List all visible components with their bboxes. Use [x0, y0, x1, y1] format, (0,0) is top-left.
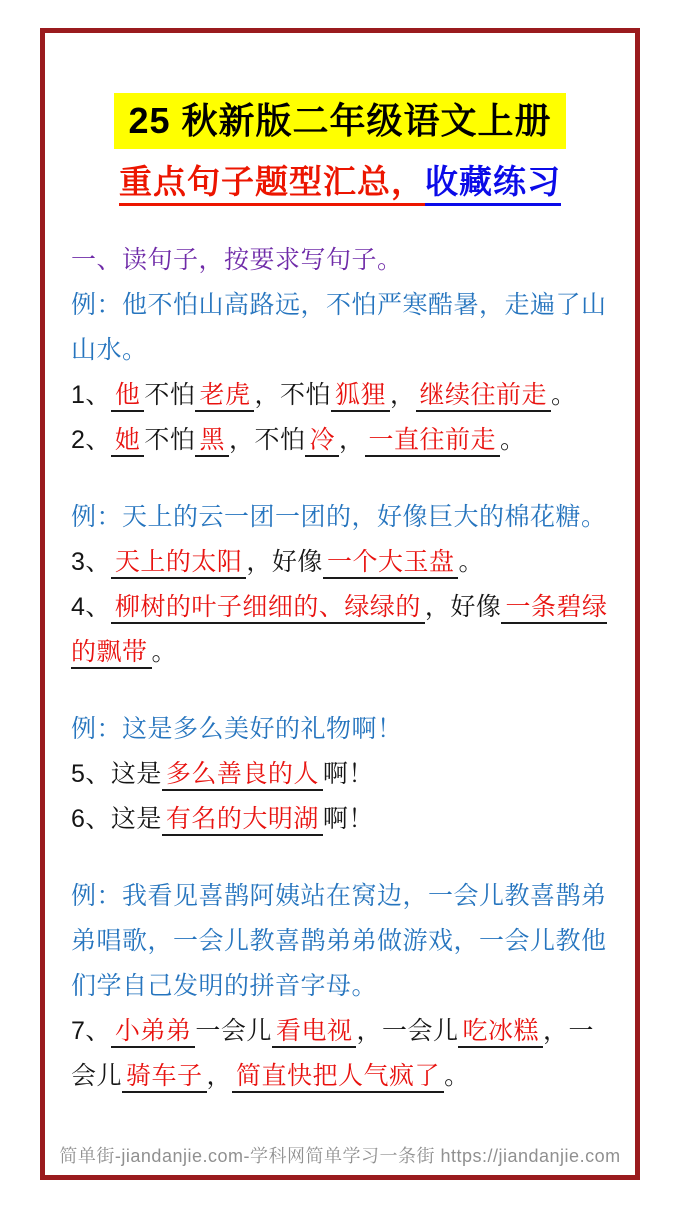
answer-blank: 柳树的叶子细细的、绿绿的 — [111, 593, 425, 624]
text-segment: ，不怕 — [228, 425, 306, 454]
text-segment: 。 — [458, 547, 484, 576]
text-segment: 1、 — [71, 380, 111, 409]
text-segment: 7、 — [71, 1016, 111, 1045]
answer-blank: 一直往前走 — [365, 426, 501, 457]
exercise-item — [71, 585, 609, 675]
answer-blank: 吃冰糕 — [458, 1017, 543, 1048]
exercise-item — [71, 418, 609, 463]
title-area — [71, 33, 609, 149]
text-segment: 5、这是 — [71, 759, 162, 788]
text-segment: 啊！ — [322, 804, 374, 833]
text-segment: 2、 — [71, 425, 111, 454]
answer-blank: 小弟弟 — [111, 1017, 196, 1048]
text-segment: ， — [338, 425, 365, 454]
section-heading — [71, 238, 609, 283]
exercise-item — [71, 1009, 609, 1099]
text-segment: ，一会儿 — [71, 1016, 594, 1090]
exercise-item — [71, 373, 609, 418]
text-segment: 不怕 — [144, 425, 196, 454]
example-line — [71, 283, 609, 373]
exercise-item — [71, 752, 609, 797]
answer-blank: 一个大玉盘 — [323, 548, 459, 579]
text-segment: 。 — [551, 380, 577, 409]
red-border-frame — [40, 28, 640, 1180]
answer-blank: 她 — [111, 426, 145, 457]
subtitle-red-text: 重点句子题型汇总， — [119, 163, 425, 206]
frame-inner — [45, 33, 635, 1175]
text-segment: 。 — [151, 637, 178, 666]
example-line — [71, 874, 609, 1009]
answer-blank: 多么善良的人 — [162, 760, 323, 791]
answer-blank: 继续往前走 — [416, 381, 552, 412]
exercise-item — [71, 797, 609, 842]
spacer — [71, 675, 609, 707]
text-segment: 例：他不怕山高路远，不怕严寒酷暑，走遍了山山水。 — [71, 290, 607, 364]
text-segment: 一、读句子，按要求写句子。 — [71, 245, 403, 274]
text-segment: 例：这是多么美好的礼物啊！ — [71, 714, 403, 743]
text-segment: 例：我看见喜鹊阿姨站在窝边，一会儿教喜鹊弟弟唱歌，一会儿教喜鹊弟弟做游戏，一会儿教他们学自己发明的拼音字母。 — [71, 881, 607, 1000]
text-segment: ，好像 — [424, 592, 502, 621]
text-segment: 6、这是 — [71, 804, 162, 833]
text-segment: 。 — [500, 425, 526, 454]
subtitle-blue-text: 收藏练习 — [425, 163, 561, 206]
text-segment: ， — [206, 1061, 233, 1090]
answer-blank: 狐狸 — [331, 381, 390, 412]
text-segment: ，不怕 — [254, 380, 331, 409]
answer-blank: 他 — [111, 381, 145, 412]
text-segment: 一会儿 — [195, 1016, 272, 1045]
answer-blank: 有名的大明湖 — [162, 805, 323, 836]
content-blocks — [71, 238, 609, 1099]
page-subtitle — [71, 161, 609, 204]
text-segment: 。 — [444, 1061, 470, 1090]
exercise-item — [71, 540, 609, 585]
footer-watermark: 简单街-jiandanjie.com-学科网简单学习一条街 https://jiandanjie.com — [59, 1146, 621, 1166]
text-segment: ， — [389, 380, 416, 409]
spacer — [71, 842, 609, 874]
answer-blank: 黑 — [195, 426, 229, 457]
spacer — [71, 463, 609, 495]
answer-blank: 简直快把人气疯了 — [232, 1062, 444, 1093]
text-segment: ，好像 — [246, 547, 323, 576]
text-segment: 不怕 — [144, 380, 196, 409]
text-segment: ，一会儿 — [356, 1016, 459, 1045]
answer-blank: 骑车子 — [122, 1062, 207, 1093]
answer-blank: 天上的太阳 — [111, 548, 247, 579]
example-line — [71, 707, 609, 752]
answer-blank: 老虎 — [195, 381, 254, 412]
answer-blank: 看电视 — [272, 1017, 357, 1048]
text-segment: 3、 — [71, 547, 111, 576]
answer-blank: 一条碧绿的飘带 — [71, 593, 607, 669]
text-segment: 啊！ — [322, 759, 374, 788]
text-segment: 4、 — [71, 592, 111, 621]
text-segment: 例：天上的云一团一团的，好像巨大的棉花糖。 — [71, 502, 607, 531]
page-title: 25 秋新版二年级语文上册 — [114, 93, 565, 149]
example-line — [71, 495, 609, 540]
answer-blank: 冷 — [305, 426, 339, 457]
